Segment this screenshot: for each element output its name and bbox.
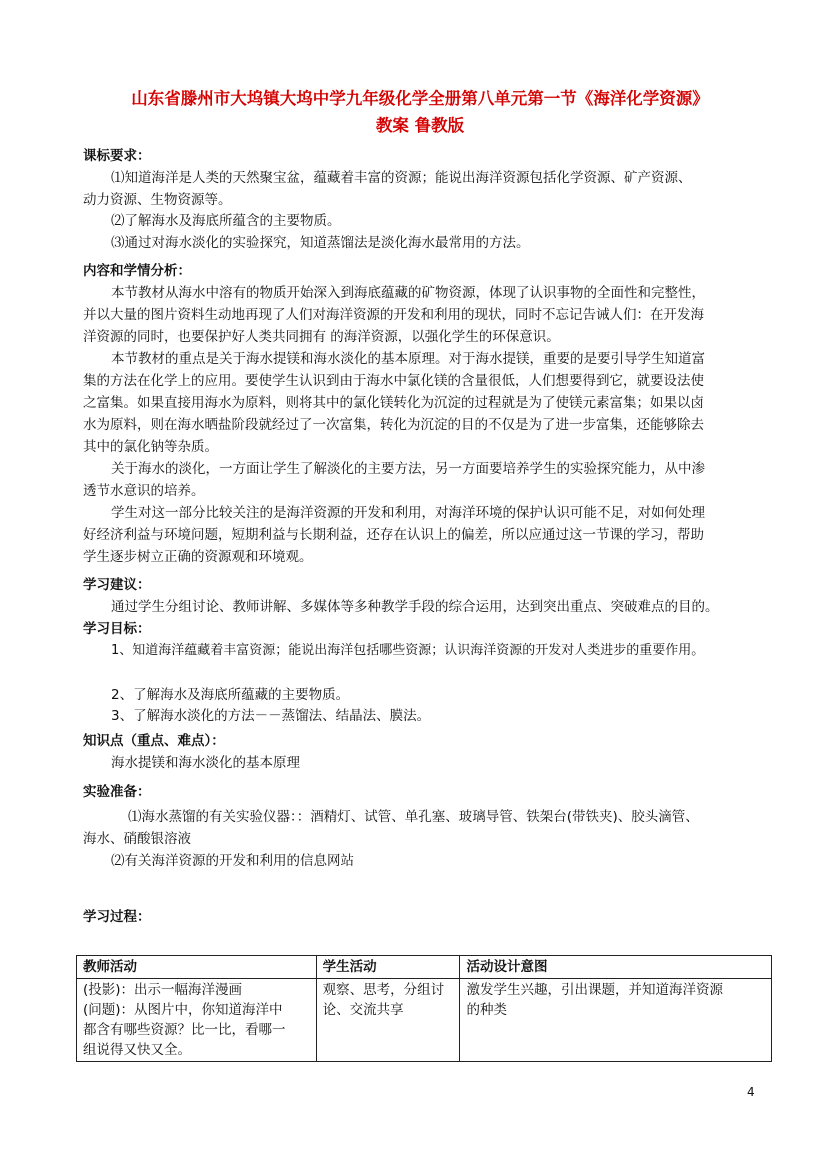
analysis-line-2: 并以大量的图片资料生动地再现了人们对海洋资源的开发和利用的现状，同时不忘记告诫人们：在开发海 bbox=[83, 307, 704, 323]
analysis-line-12: 好经济利益与环境问题，短期利益与长期利益，还存在认识上的偏差，所以应通过这一节课的学习，帮助 bbox=[83, 527, 704, 543]
analysis-line-13: 学生逐步树立正确的资源观和环境观。 bbox=[83, 549, 313, 565]
student-activity-line: 论、交流共享 bbox=[322, 1002, 404, 1018]
analysis-line-11: 学生对这一部分比较关注的是海洋资源的开发和利用，对海洋环境的保护认识可能不足，对如何处理 bbox=[111, 505, 705, 521]
section-heading-suggestion: 学习建议： bbox=[83, 577, 151, 593]
section-heading-curriculum: 课标要求： bbox=[83, 148, 151, 164]
analysis-line-8: 其中的氯化钠等杂质。 bbox=[83, 439, 218, 455]
section-heading-goals: 学习目标： bbox=[83, 621, 151, 637]
analysis-line-6: 之富集。如果直接用海水为原料，则将其中的氯化镁转化为沉淀的过程就是为了使镁元素富集；如果以卤 bbox=[83, 395, 704, 411]
document-title-line-1: 山东省滕州市大坞镇大坞中学九年级化学全册第八单元第一节《海洋化学资源》 bbox=[131, 89, 709, 108]
curriculum-line-4: ⑶通过对海水淡化的实验探究，知道蒸馏法是淡化海水最常用的方法。 bbox=[111, 235, 530, 251]
teacher-activity-line: (投影)：出示一幅海洋漫画 bbox=[83, 982, 243, 998]
keypoints-line-1: 海水提镁和海水淡化的基本原理 bbox=[111, 755, 300, 771]
analysis-line-1: 本节教材从海水中溶有的物质开始深入到海底蕴藏的矿物资源，体现了认识事物的全面性和完整性， bbox=[111, 285, 705, 301]
curriculum-line-1: ⑴知道海洋是人类的天然聚宝盆，蕴藏着丰富的资源；能说出海洋资源包括化学资源、矿产资源、 bbox=[111, 170, 692, 186]
table-header-row bbox=[77, 956, 772, 979]
table-header-student: 学生活动 bbox=[316, 956, 460, 979]
section-heading-process: 学习过程： bbox=[83, 909, 151, 925]
prep-line-3: ⑵有关海洋资源的开发和利用的信息网站 bbox=[111, 853, 354, 869]
page-number: 4 bbox=[747, 1085, 755, 1099]
design-purpose-line: 的种类 bbox=[466, 1002, 507, 1018]
teacher-activity-line: (问题)：从图片中，你知道海洋中 bbox=[83, 1002, 283, 1018]
activity-table bbox=[76, 955, 772, 1062]
section-heading-analysis: 内容和学情分析： bbox=[83, 263, 191, 279]
table-row bbox=[77, 979, 772, 1062]
analysis-line-7: 水为原料，则在海水晒盐阶段就经过了一次富集，转化为沉淀的目的不仅是为了进一步富集，还能够除去 bbox=[83, 417, 704, 433]
analysis-line-10: 透节水意识的培养。 bbox=[83, 483, 205, 499]
teacher-activity-line: 组说得又快又全。 bbox=[83, 1042, 191, 1058]
goals-line-3: 3、了解海水淡化的方法－－蒸馏法、结晶法、膜法。 bbox=[111, 708, 431, 724]
table-header-teacher: 教师活动 bbox=[77, 956, 317, 979]
curriculum-line-3: ⑵了解海水及海底所蕴含的主要物质。 bbox=[111, 213, 341, 229]
analysis-line-3: 洋资源的同时，也要保护好人类共同拥有 的海洋资源，以强化学生的环保意识。 bbox=[83, 329, 560, 345]
goals-line-2: 2、了解海水及海底所蕴藏的主要物质。 bbox=[111, 687, 350, 703]
document-title-line-2: 教案 鲁教版 bbox=[375, 116, 465, 135]
design-purpose-cell bbox=[460, 979, 772, 1062]
prep-line-2: 海水、硝酸银溶液 bbox=[83, 831, 191, 847]
student-activity-line: 观察、思考，分组讨 bbox=[322, 982, 445, 998]
analysis-line-9: 关于海水的淡化，一方面让学生了解淡化的主要方法，另一方面要培养学生的实验探究能力，从中渗 bbox=[111, 461, 705, 477]
section-heading-keypoints: 知识点（重点、难点）： bbox=[83, 733, 225, 749]
analysis-line-5: 集的方法在化学上的应用。要使学生认识到由于海水中氯化镁的含量很低，人们想要得到它，就要设法使 bbox=[83, 373, 704, 389]
curriculum-line-2: 动力资源、生物资源等。 bbox=[83, 192, 232, 208]
table-header-purpose: 活动设计意图 bbox=[460, 956, 772, 979]
design-purpose-line: 激发学生兴趣，引出课题，并知道海洋资源 bbox=[466, 982, 723, 998]
teacher-activity-line: 都含有哪些资源？比一比，看哪一 bbox=[83, 1022, 286, 1038]
goals-line-1: 1、知道海洋蕴藏着丰富资源；能说出海洋包括哪些资源；认识海洋资源的开发对人类进步的重要作用。 bbox=[111, 643, 705, 658]
student-activity-cell bbox=[316, 979, 460, 1062]
analysis-line-4: 本节教材的重点是关于海水提镁和海水淡化的基本原理。对于海水提镁，重要的是要引导学生知道富 bbox=[111, 351, 705, 367]
section-heading-prep: 实验准备： bbox=[83, 784, 151, 800]
prep-line-1: ⑴海水蒸馏的有关实验仪器：：酒精灯、试管、单孔塞、玻璃导管、铁架台(带铁夹)、胶头滴管、 bbox=[128, 809, 699, 825]
teacher-activity-cell bbox=[77, 979, 317, 1062]
suggestion-line-1: 通过学生分组讨论、教师讲解、多媒体等多种教学手段的综合运用，达到突出重点、突破难点的目的。 bbox=[111, 599, 719, 615]
